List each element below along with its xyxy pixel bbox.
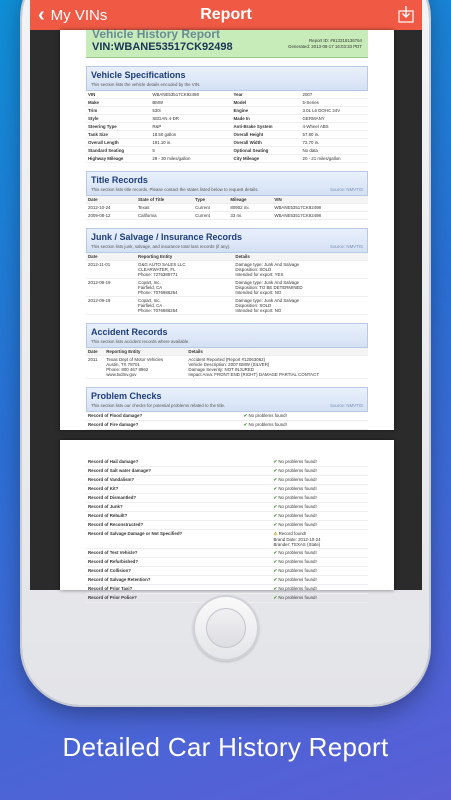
- report-generated: Generated: 2013-08-17 16:03:33 PDT: [288, 44, 362, 50]
- back-label: My VINs: [50, 6, 108, 24]
- check-row: [86, 521, 368, 530]
- table-row: [86, 356, 368, 379]
- table-row: [86, 131, 368, 139]
- junk-source: Source: NMVTIS: [330, 244, 363, 249]
- check-label: Record of Salvage Retention?: [86, 576, 271, 585]
- table-cell: 72.70 in.: [301, 139, 369, 147]
- share-icon[interactable]: [398, 5, 414, 23]
- check-result: ✔ No problems found!: [242, 421, 368, 430]
- table-cell: 2012-10-24: [86, 204, 136, 212]
- column-header: Details: [233, 253, 368, 261]
- nav-bar: [30, 0, 422, 30]
- checks-section: [86, 387, 368, 430]
- checkmark-icon: ✔: [273, 495, 279, 500]
- title-records-source: Source: NMVTIS: [330, 187, 363, 192]
- report-meta: [288, 38, 362, 50]
- table-cell: 33 mi.: [228, 212, 272, 220]
- table-cell: 2012-11-01: [86, 261, 136, 279]
- table-cell: VIN: [86, 91, 150, 99]
- table-cell: 57.80 in.: [301, 131, 369, 139]
- check-row: [86, 512, 368, 521]
- checkmark-icon: ✔: [273, 513, 279, 518]
- table-cell: Anti-Brake System: [231, 123, 300, 131]
- check-label: Record of Refurbished?: [86, 558, 271, 567]
- table-cell: 2007: [301, 91, 369, 99]
- report-header: [86, 27, 368, 58]
- check-result: ✔ No problems found!: [271, 585, 368, 594]
- check-result: ✔ No problems found!: [271, 503, 368, 512]
- promo-caption: Detailed Car History Report: [62, 732, 389, 762]
- table-cell: No data: [301, 147, 369, 155]
- check-result: ✔ No problems found!: [271, 485, 368, 494]
- check-result: ✔ No problems found!: [271, 494, 368, 503]
- junk-header: [86, 228, 368, 253]
- table-row: [86, 204, 368, 212]
- junk-desc: This section lists junk, salvage, and insurance total loss records (if any).: [91, 244, 231, 249]
- column-header: State of Title: [136, 196, 193, 204]
- table-row: [86, 107, 368, 115]
- check-result: ✔ No problems found!: [271, 476, 368, 485]
- check-label: Record of Collision?: [86, 567, 271, 576]
- check-row: [86, 530, 368, 549]
- check-label: Record of Prior Police?: [86, 594, 271, 603]
- checkmark-icon: ✔: [273, 504, 279, 509]
- checkmark-icon: ✔: [273, 468, 279, 473]
- check-result: ✔ No problems found!: [271, 567, 368, 576]
- check-row: [86, 585, 368, 594]
- table-cell: Model: [231, 99, 300, 107]
- check-row: [86, 558, 368, 567]
- check-row: [86, 476, 368, 485]
- column-header: Reporting Entity: [136, 253, 233, 261]
- column-header: Type: [193, 196, 228, 204]
- specs-title: Vehicle Specifications: [91, 70, 186, 80]
- table-row: [86, 115, 368, 123]
- checks-header: [86, 387, 368, 412]
- nav-title: Report: [200, 6, 252, 23]
- title-records-section: [86, 171, 368, 220]
- check-label: Record of Kit?: [86, 485, 271, 494]
- table-cell: Year: [231, 91, 300, 99]
- report-id: Report ID: #913318136764: [309, 38, 362, 43]
- table-row: [86, 279, 368, 297]
- junk-section: [86, 228, 368, 315]
- check-row: [86, 576, 368, 585]
- table-cell: 3.0L L6 DOHC 24V: [301, 107, 369, 115]
- check-result: ✔ No problems found!: [242, 412, 368, 421]
- table-cell: Current: [193, 212, 228, 220]
- table-cell: Standard Seating: [86, 147, 150, 155]
- table-header-row: [86, 196, 368, 204]
- check-row: [86, 467, 368, 476]
- table-row: [86, 147, 368, 155]
- table-cell: Texas: [136, 204, 193, 212]
- table-row: [86, 297, 368, 315]
- check-label: Record of Dismantled?: [86, 494, 271, 503]
- table-cell: Made In: [231, 115, 300, 123]
- check-row: [86, 421, 368, 430]
- accident-title: Accident Records: [91, 327, 168, 337]
- column-header: Date: [86, 348, 104, 356]
- table-cell: SEDAN 4-DR: [150, 115, 231, 123]
- checks-title: Problem Checks: [91, 391, 162, 401]
- app-screen: [30, 0, 422, 600]
- table-cell: 191.10 in.: [150, 139, 231, 147]
- checks-desc: This section lists our checks for potential problems related to the title.: [91, 403, 226, 408]
- table-cell: R&P: [150, 123, 231, 131]
- table-row: [86, 155, 368, 163]
- checkmark-icon: ✔: [243, 413, 249, 418]
- checkmark-icon: ✔: [273, 522, 279, 527]
- table-cell: 2011: [86, 356, 104, 379]
- accident-header: [86, 323, 368, 348]
- table-cell: 80902 mi.: [228, 204, 272, 212]
- column-header: VIN: [272, 196, 368, 204]
- check-result: ✔ No problems found!: [271, 512, 368, 521]
- table-cell: Accident Reported (Report #12063062) Vehicle Description: 2007 BMW (SILVER) Damage Severity: NOT INJURED Impact Area: FRONT END (RIGHT) DAMAGE PARTIAL CONTACT: [186, 356, 368, 379]
- table-cell: 2012-09-19: [86, 297, 136, 315]
- checkmark-icon: ✔: [273, 595, 279, 600]
- table-cell: WBANE53517CK92498: [272, 212, 368, 220]
- table-cell: Style: [86, 115, 150, 123]
- table-cell: Trim: [86, 107, 150, 115]
- warning-icon: ⚠: [273, 531, 279, 536]
- checks-continued-table: [86, 458, 368, 603]
- table-cell: Highway Mileage: [86, 155, 150, 163]
- table-cell: WBANE53517CK92498: [272, 204, 368, 212]
- home-button[interactable]: [193, 595, 259, 661]
- table-cell: Damage type: Junk And Salvage Disposition: SOLD Intended for export: YES: [233, 261, 368, 279]
- table-cell: Tank Size: [86, 131, 150, 139]
- check-label: Record of Prior Taxi?: [86, 585, 271, 594]
- check-result: ✔ No problems found!: [271, 467, 368, 476]
- check-result: ✔ No problems found!: [271, 558, 368, 567]
- report-page-1[interactable]: [60, 27, 394, 430]
- check-row: [86, 458, 368, 467]
- column-header: Date: [86, 253, 136, 261]
- check-result: ✔ No problems found!: [271, 549, 368, 558]
- table-row: [86, 99, 368, 107]
- accident-desc: This section lists accident records where available.: [91, 339, 190, 344]
- specs-table: [86, 91, 368, 163]
- table-row: [86, 261, 368, 279]
- report-page-2[interactable]: [60, 440, 394, 600]
- table-cell: WBANE53517CK92498: [150, 91, 231, 99]
- table-cell: GERMANY: [301, 115, 369, 123]
- check-label: Record of Salt water damage?: [86, 467, 271, 476]
- check-label: Record of Fire damage?: [86, 421, 242, 430]
- table-cell: Copart, Inc. Fairfield, CA Phone: 7076986254: [136, 279, 233, 297]
- table-cell: Make: [86, 99, 150, 107]
- checkmark-icon: ✔: [273, 577, 279, 582]
- table-cell: Overall Width: [231, 139, 300, 147]
- check-row: [86, 494, 368, 503]
- check-result: ✔ No problems found!: [271, 458, 368, 467]
- column-header: Details: [186, 348, 368, 356]
- check-label: Record of Flood damage?: [86, 412, 242, 421]
- title-records-header: [86, 171, 368, 196]
- column-header: Mileage: [228, 196, 272, 204]
- check-label: Record of Vandalism?: [86, 476, 271, 485]
- accident-section: [86, 323, 368, 379]
- junk-title: Junk / Salvage / Insurance Records: [91, 232, 243, 242]
- column-header: Reporting Entity: [104, 348, 186, 356]
- title-records-desc: This section lists title records. Please contact the states listed below to request details.: [91, 187, 259, 192]
- check-label: Record of Rebuilt?: [86, 512, 271, 521]
- specs-desc: This section lists the vehicle details encoded by the VIN.: [91, 82, 201, 87]
- table-cell: Current: [193, 204, 228, 212]
- check-result: ⚠ Record found! Brand Date: 2012-10-24 Brander: TEXAS (State): [271, 530, 368, 549]
- table-row: [86, 123, 368, 131]
- check-row: [86, 412, 368, 421]
- table-header-row: [86, 253, 368, 261]
- table-cell: California: [136, 212, 193, 220]
- check-label: Record of Junk?: [86, 503, 271, 512]
- table-cell: 5-Series: [301, 99, 369, 107]
- table-cell: BMW: [150, 99, 231, 107]
- table-cell: Damage type: Junk And Salvage Disposition: TO BE DETERMINED Intended for export: NO: [233, 279, 368, 297]
- column-header: Date: [86, 196, 136, 204]
- check-row: [86, 503, 368, 512]
- checks-source: Source: NMVTIS: [330, 403, 363, 408]
- table-cell: Steering Type: [86, 123, 150, 131]
- checkmark-icon: ✔: [273, 550, 279, 555]
- table-cell: Overall Length: [86, 139, 150, 147]
- title-records-title: Title Records: [91, 175, 148, 185]
- checkmark-icon: ✔: [243, 422, 249, 427]
- table-row: [86, 91, 368, 99]
- checkmark-icon: ✔: [273, 586, 279, 591]
- checkmark-icon: ✔: [273, 459, 279, 464]
- home-button-ring: [206, 608, 246, 648]
- checkmark-icon: ✔: [273, 486, 279, 491]
- table-cell: 2009-08-12: [86, 212, 136, 220]
- chevron-left-icon: ‹: [38, 4, 45, 26]
- check-label: Record of Reconstructed?: [86, 521, 271, 530]
- table-cell: 29 - 30 miles/gallon: [150, 155, 231, 163]
- accident-table: [86, 348, 368, 379]
- table-row: [86, 139, 368, 147]
- table-cell: Copart, Inc. Fairfield, CA Phone: 7076986254: [136, 297, 233, 315]
- check-label: Record of Hail damage?: [86, 458, 271, 467]
- table-cell: G&G AUTO SALES LLC CLEARWATER, FL Phone: 7276389771: [136, 261, 233, 279]
- table-cell: 18.50 gallon: [150, 131, 231, 139]
- check-label: Record of Salvage Damage or Not Specified?: [86, 530, 271, 549]
- table-cell: Optional Seating: [231, 147, 300, 155]
- check-label: Record of Test Vehicle?: [86, 549, 271, 558]
- table-cell: Damage type: Junk And Salvage Disposition: SOLD Intended for export: NO: [233, 297, 368, 315]
- table-cell: Engine: [231, 107, 300, 115]
- table-cell: Texas Dept of Motor Vehicles Austin, TX 78701 Phone: 800 467 8962 www.txdmv.gov: [104, 356, 186, 379]
- checkmark-icon: ✔: [273, 568, 279, 573]
- check-result: ✔ No problems found!: [271, 521, 368, 530]
- report-vin: VIN:WBANE53517CK92498: [92, 41, 233, 53]
- table-cell: 2012-09-19: [86, 279, 136, 297]
- table-header-row: [86, 348, 368, 356]
- specs-section: [86, 66, 368, 163]
- check-row: [86, 485, 368, 494]
- title-records-table: [86, 196, 368, 220]
- table-cell: 20 - 21 miles/gallon: [301, 155, 369, 163]
- check-result: ✔ No problems found!: [271, 594, 368, 603]
- back-button[interactable]: [30, 5, 107, 25]
- checkmark-icon: ✔: [273, 477, 279, 482]
- table-cell: 530i: [150, 107, 231, 115]
- junk-table: [86, 253, 368, 315]
- check-row: [86, 567, 368, 576]
- table-cell: 4-Wheel ABS: [301, 123, 369, 131]
- table-cell: 5: [150, 147, 231, 155]
- table-cell: City Mileage: [231, 155, 300, 163]
- phone-frame: [22, 0, 429, 705]
- specs-header: [86, 66, 368, 91]
- checks-table: [86, 412, 368, 430]
- check-row: [86, 549, 368, 558]
- report-title: Vehicle History Report: [92, 27, 221, 41]
- table-row: [86, 212, 368, 220]
- checkmark-icon: ✔: [273, 559, 279, 564]
- check-result: ✔ No problems found!: [271, 576, 368, 585]
- table-cell: Overall Height: [231, 131, 300, 139]
